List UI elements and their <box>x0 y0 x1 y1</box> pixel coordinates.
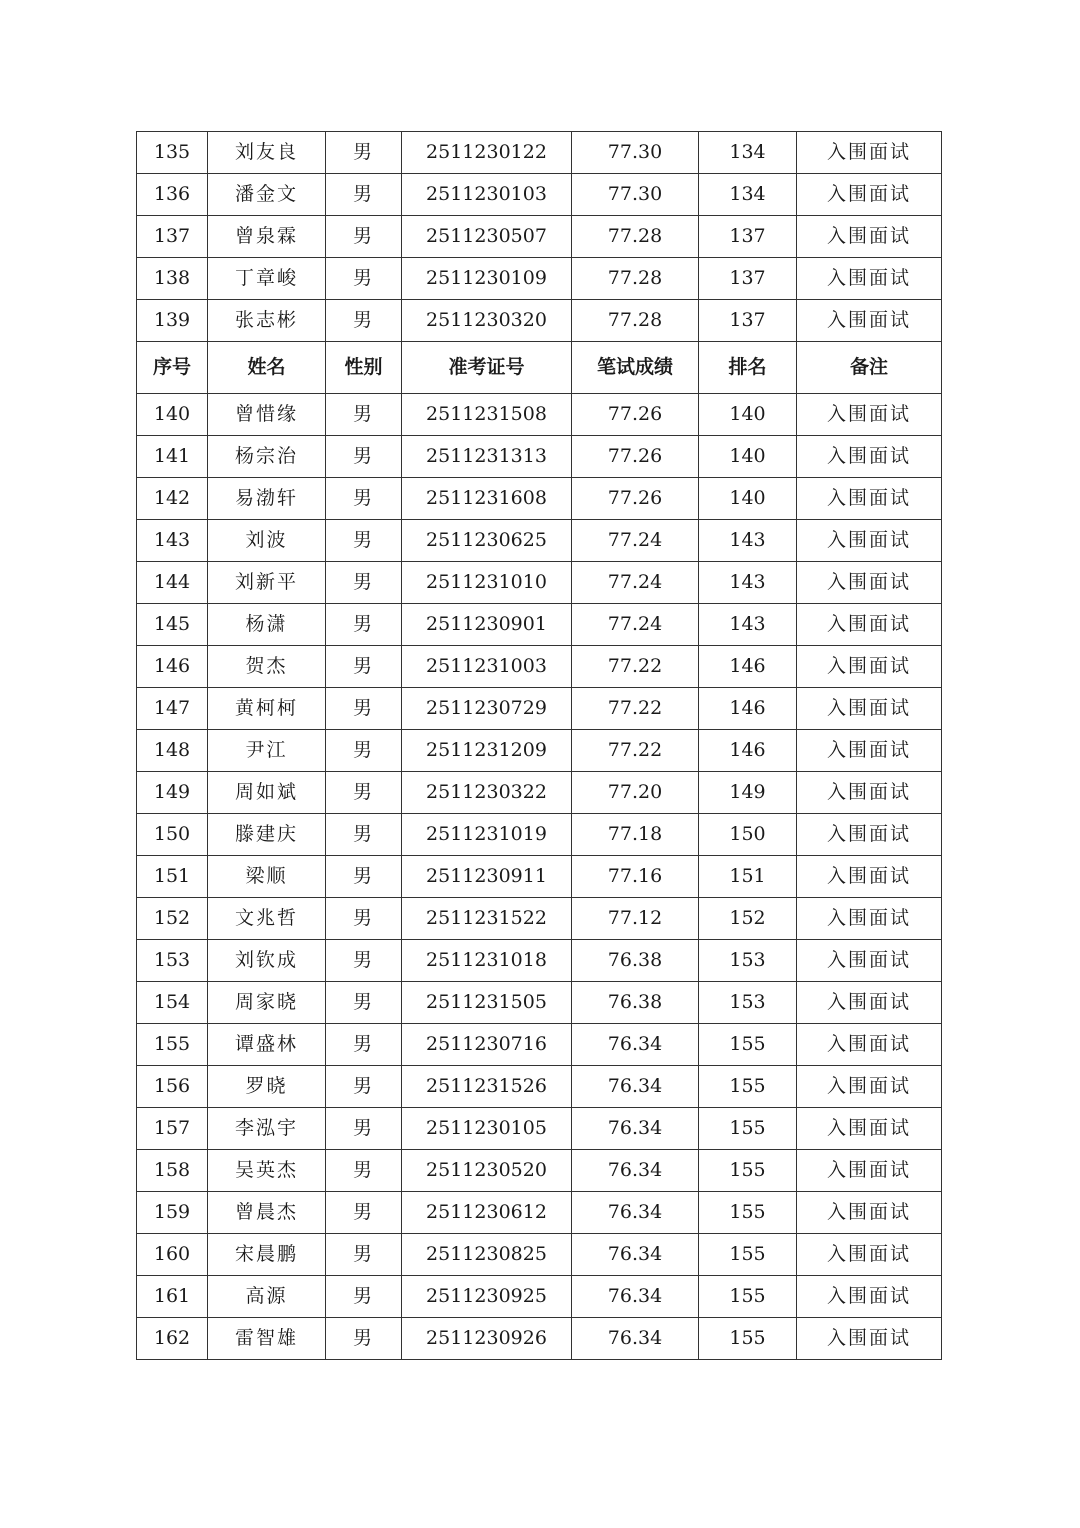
cell-name: 高源 <box>208 1276 326 1318</box>
cell-name: 罗晓 <box>208 1066 326 1108</box>
cell-rank: 134 <box>699 132 797 174</box>
cell-remark: 入围面试 <box>797 300 942 342</box>
table-header <box>137 342 942 394</box>
table-row <box>137 258 942 300</box>
cell-seq: 157 <box>137 1108 208 1150</box>
cell-remark: 入围面试 <box>797 982 942 1024</box>
cell-name: 丁章峻 <box>208 258 326 300</box>
cell-name: 刘波 <box>208 520 326 562</box>
cell-rank: 155 <box>699 1066 797 1108</box>
cell-remark: 入围面试 <box>797 1234 942 1276</box>
table-row <box>137 814 942 856</box>
table-row <box>137 1192 942 1234</box>
cell-seq: 148 <box>137 730 208 772</box>
table-row <box>137 730 942 772</box>
cell-gender: 男 <box>326 772 402 814</box>
cell-seq: 153 <box>137 940 208 982</box>
cell-seq: 154 <box>137 982 208 1024</box>
cell-name: 周家晓 <box>208 982 326 1024</box>
cell-score: 77.22 <box>572 688 699 730</box>
cell-score: 76.34 <box>572 1234 699 1276</box>
cell-ticket: 2511230925 <box>402 1276 572 1318</box>
cell-gender: 男 <box>326 216 402 258</box>
header-rank: 排名 <box>699 342 797 394</box>
cell-seq: 135 <box>137 132 208 174</box>
cell-rank: 143 <box>699 520 797 562</box>
cell-seq: 136 <box>137 174 208 216</box>
table-row <box>137 1318 942 1360</box>
cell-rank: 155 <box>699 1192 797 1234</box>
cell-gender: 男 <box>326 132 402 174</box>
cell-rank: 153 <box>699 940 797 982</box>
cell-gender: 男 <box>326 562 402 604</box>
cell-remark: 入围面试 <box>797 730 942 772</box>
table-row <box>137 688 942 730</box>
cell-seq: 156 <box>137 1066 208 1108</box>
cell-seq: 146 <box>137 646 208 688</box>
cell-score: 77.22 <box>572 646 699 688</box>
cell-seq: 142 <box>137 478 208 520</box>
cell-seq: 155 <box>137 1024 208 1066</box>
cell-gender: 男 <box>326 1192 402 1234</box>
table-row <box>137 174 942 216</box>
cell-remark: 入围面试 <box>797 562 942 604</box>
cell-score: 77.26 <box>572 436 699 478</box>
cell-seq: 138 <box>137 258 208 300</box>
cell-name: 李泓宇 <box>208 1108 326 1150</box>
cell-remark: 入围面试 <box>797 1276 942 1318</box>
cell-seq: 162 <box>137 1318 208 1360</box>
table-row <box>137 1150 942 1192</box>
cell-ticket: 2511230625 <box>402 520 572 562</box>
cell-ticket: 2511230320 <box>402 300 572 342</box>
cell-score: 77.24 <box>572 520 699 562</box>
cell-rank: 155 <box>699 1276 797 1318</box>
cell-rank: 143 <box>699 562 797 604</box>
table-row <box>137 436 942 478</box>
cell-seq: 152 <box>137 898 208 940</box>
cell-remark: 入围面试 <box>797 1108 942 1150</box>
cell-ticket: 2511231505 <box>402 982 572 1024</box>
cell-seq: 158 <box>137 1150 208 1192</box>
cell-seq: 140 <box>137 394 208 436</box>
cell-seq: 151 <box>137 856 208 898</box>
cell-rank: 155 <box>699 1024 797 1066</box>
cell-remark: 入围面试 <box>797 772 942 814</box>
cell-remark: 入围面试 <box>797 646 942 688</box>
cell-ticket: 2511231018 <box>402 940 572 982</box>
cell-rank: 137 <box>699 216 797 258</box>
cell-ticket: 2511231526 <box>402 1066 572 1108</box>
cell-name: 吴英杰 <box>208 1150 326 1192</box>
cell-score: 77.28 <box>572 216 699 258</box>
cell-seq: 149 <box>137 772 208 814</box>
cell-gender: 男 <box>326 436 402 478</box>
rows-after-header <box>137 394 942 1360</box>
cell-gender: 男 <box>326 982 402 1024</box>
cell-remark: 入围面试 <box>797 856 942 898</box>
cell-ticket: 2511230911 <box>402 856 572 898</box>
cell-gender: 男 <box>326 520 402 562</box>
cell-gender: 男 <box>326 856 402 898</box>
table-row <box>137 132 942 174</box>
cell-gender: 男 <box>326 604 402 646</box>
cell-gender: 男 <box>326 814 402 856</box>
cell-ticket: 2511230322 <box>402 772 572 814</box>
table-row <box>137 898 942 940</box>
cell-seq: 139 <box>137 300 208 342</box>
header-seq: 序号 <box>137 342 208 394</box>
cell-name: 刘钦成 <box>208 940 326 982</box>
cell-ticket: 2511230825 <box>402 1234 572 1276</box>
cell-score: 76.34 <box>572 1192 699 1234</box>
cell-seq: 150 <box>137 814 208 856</box>
header-name: 姓名 <box>208 342 326 394</box>
cell-remark: 入围面试 <box>797 940 942 982</box>
cell-ticket: 2511231313 <box>402 436 572 478</box>
cell-rank: 155 <box>699 1108 797 1150</box>
table-row <box>137 1024 942 1066</box>
cell-remark: 入围面试 <box>797 520 942 562</box>
cell-gender: 男 <box>326 1066 402 1108</box>
cell-gender: 男 <box>326 394 402 436</box>
cell-remark: 入围面试 <box>797 1318 942 1360</box>
header-ticket: 准考证号 <box>402 342 572 394</box>
cell-rank: 150 <box>699 814 797 856</box>
cell-remark: 入围面试 <box>797 1150 942 1192</box>
cell-score: 77.18 <box>572 814 699 856</box>
cell-score: 77.30 <box>572 132 699 174</box>
cell-score: 77.24 <box>572 604 699 646</box>
cell-score: 77.30 <box>572 174 699 216</box>
cell-score: 77.20 <box>572 772 699 814</box>
table-row <box>137 646 942 688</box>
cell-ticket: 2511230103 <box>402 174 572 216</box>
table-row <box>137 300 942 342</box>
cell-gender: 男 <box>326 478 402 520</box>
cell-score: 76.34 <box>572 1108 699 1150</box>
table-row <box>137 940 942 982</box>
cell-seq: 159 <box>137 1192 208 1234</box>
table-row <box>137 1276 942 1318</box>
cell-score: 77.28 <box>572 300 699 342</box>
cell-seq: 144 <box>137 562 208 604</box>
cell-seq: 145 <box>137 604 208 646</box>
cell-remark: 入围面试 <box>797 1066 942 1108</box>
cell-gender: 男 <box>326 1276 402 1318</box>
cell-score: 76.34 <box>572 1276 699 1318</box>
cell-ticket: 2511230109 <box>402 258 572 300</box>
table-row <box>137 982 942 1024</box>
cell-ticket: 2511231010 <box>402 562 572 604</box>
cell-score: 77.26 <box>572 478 699 520</box>
cell-name: 雷智雄 <box>208 1318 326 1360</box>
cell-ticket: 2511231522 <box>402 898 572 940</box>
cell-rank: 146 <box>699 688 797 730</box>
cell-name: 潘金文 <box>208 174 326 216</box>
cell-rank: 137 <box>699 300 797 342</box>
cell-rank: 149 <box>699 772 797 814</box>
cell-ticket: 2511231508 <box>402 394 572 436</box>
cell-score: 76.38 <box>572 940 699 982</box>
cell-name: 易渤轩 <box>208 478 326 520</box>
cell-score: 77.28 <box>572 258 699 300</box>
table-row <box>137 478 942 520</box>
cell-remark: 入围面试 <box>797 132 942 174</box>
cell-gender: 男 <box>326 730 402 772</box>
cell-name: 文兆哲 <box>208 898 326 940</box>
table-row <box>137 394 942 436</box>
cell-score: 77.22 <box>572 730 699 772</box>
cell-rank: 146 <box>699 730 797 772</box>
cell-ticket: 2511230716 <box>402 1024 572 1066</box>
cell-rank: 140 <box>699 478 797 520</box>
cell-gender: 男 <box>326 258 402 300</box>
table-row <box>137 1108 942 1150</box>
cell-rank: 155 <box>699 1234 797 1276</box>
cell-name: 刘友良 <box>208 132 326 174</box>
cell-name: 滕建庆 <box>208 814 326 856</box>
cell-rank: 155 <box>699 1150 797 1192</box>
table-row <box>137 562 942 604</box>
table-row <box>137 1234 942 1276</box>
cell-gender: 男 <box>326 1318 402 1360</box>
cell-seq: 160 <box>137 1234 208 1276</box>
cell-name: 曾泉霖 <box>208 216 326 258</box>
cell-ticket: 2511231003 <box>402 646 572 688</box>
cell-gender: 男 <box>326 646 402 688</box>
cell-name: 杨潇 <box>208 604 326 646</box>
cell-name: 曾晨杰 <box>208 1192 326 1234</box>
cell-name: 刘新平 <box>208 562 326 604</box>
table-row <box>137 216 942 258</box>
score-table <box>136 131 942 1360</box>
cell-rank: 143 <box>699 604 797 646</box>
cell-score: 77.12 <box>572 898 699 940</box>
cell-remark: 入围面试 <box>797 688 942 730</box>
cell-rank: 146 <box>699 646 797 688</box>
cell-name: 杨宗治 <box>208 436 326 478</box>
cell-ticket: 2511230122 <box>402 132 572 174</box>
table-row <box>137 772 942 814</box>
cell-rank: 152 <box>699 898 797 940</box>
cell-rank: 140 <box>699 436 797 478</box>
cell-gender: 男 <box>326 940 402 982</box>
cell-score: 76.34 <box>572 1318 699 1360</box>
cell-name: 谭盛林 <box>208 1024 326 1066</box>
cell-ticket: 2511230729 <box>402 688 572 730</box>
cell-remark: 入围面试 <box>797 258 942 300</box>
cell-rank: 134 <box>699 174 797 216</box>
cell-rank: 153 <box>699 982 797 1024</box>
table-row <box>137 520 942 562</box>
header-remark: 备注 <box>797 342 942 394</box>
cell-ticket: 2511230926 <box>402 1318 572 1360</box>
cell-seq: 143 <box>137 520 208 562</box>
header-score: 笔试成绩 <box>572 342 699 394</box>
cell-ticket: 2511230520 <box>402 1150 572 1192</box>
rows-before-header <box>137 132 942 342</box>
cell-ticket: 2511230105 <box>402 1108 572 1150</box>
cell-rank: 155 <box>699 1318 797 1360</box>
cell-name: 梁顺 <box>208 856 326 898</box>
cell-rank: 140 <box>699 394 797 436</box>
cell-name: 周如斌 <box>208 772 326 814</box>
cell-gender: 男 <box>326 898 402 940</box>
header-row <box>137 342 942 394</box>
cell-ticket: 2511231209 <box>402 730 572 772</box>
cell-remark: 入围面试 <box>797 1192 942 1234</box>
cell-rank: 151 <box>699 856 797 898</box>
cell-gender: 男 <box>326 174 402 216</box>
cell-gender: 男 <box>326 1024 402 1066</box>
cell-name: 宋晨鹏 <box>208 1234 326 1276</box>
cell-remark: 入围面试 <box>797 394 942 436</box>
table-row <box>137 856 942 898</box>
cell-ticket: 2511231608 <box>402 478 572 520</box>
cell-remark: 入围面试 <box>797 1024 942 1066</box>
cell-name: 尹江 <box>208 730 326 772</box>
cell-score: 77.26 <box>572 394 699 436</box>
cell-remark: 入围面试 <box>797 216 942 258</box>
cell-gender: 男 <box>326 1150 402 1192</box>
cell-score: 76.34 <box>572 1066 699 1108</box>
cell-score: 76.34 <box>572 1024 699 1066</box>
table-row <box>137 1066 942 1108</box>
cell-score: 77.24 <box>572 562 699 604</box>
cell-gender: 男 <box>326 1108 402 1150</box>
cell-remark: 入围面试 <box>797 814 942 856</box>
cell-remark: 入围面试 <box>797 478 942 520</box>
cell-name: 张志彬 <box>208 300 326 342</box>
cell-score: 77.16 <box>572 856 699 898</box>
cell-seq: 137 <box>137 216 208 258</box>
cell-seq: 161 <box>137 1276 208 1318</box>
cell-gender: 男 <box>326 300 402 342</box>
cell-remark: 入围面试 <box>797 436 942 478</box>
table-row <box>137 604 942 646</box>
cell-gender: 男 <box>326 688 402 730</box>
cell-remark: 入围面试 <box>797 604 942 646</box>
cell-remark: 入围面试 <box>797 898 942 940</box>
cell-name: 曾惜缘 <box>208 394 326 436</box>
cell-ticket: 2511230901 <box>402 604 572 646</box>
cell-rank: 137 <box>699 258 797 300</box>
cell-score: 76.38 <box>572 982 699 1024</box>
header-gender: 性别 <box>326 342 402 394</box>
cell-remark: 入围面试 <box>797 174 942 216</box>
cell-score: 76.34 <box>572 1150 699 1192</box>
cell-name: 贺杰 <box>208 646 326 688</box>
cell-ticket: 2511230507 <box>402 216 572 258</box>
cell-seq: 147 <box>137 688 208 730</box>
cell-name: 黄柯柯 <box>208 688 326 730</box>
cell-gender: 男 <box>326 1234 402 1276</box>
cell-seq: 141 <box>137 436 208 478</box>
cell-ticket: 2511230612 <box>402 1192 572 1234</box>
cell-ticket: 2511231019 <box>402 814 572 856</box>
